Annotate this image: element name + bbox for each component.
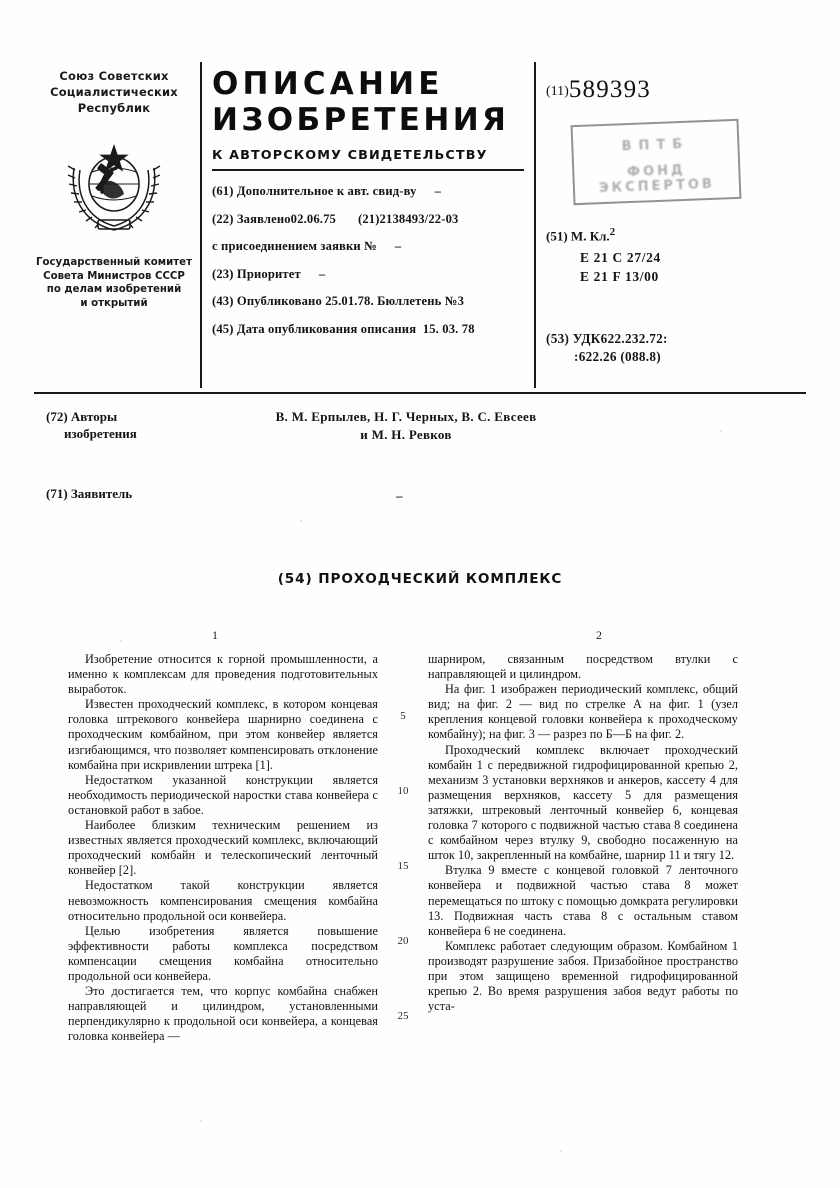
header-bottom-rule xyxy=(34,392,806,394)
line-number-25: 25 xyxy=(397,1010,409,1022)
line-number-15: 15 xyxy=(397,860,409,872)
udc-code: (53) xyxy=(546,331,570,346)
committee-line-4: и открытий xyxy=(80,297,148,309)
applicant-label: Заявитель xyxy=(70,486,133,501)
column-number-right: 2 xyxy=(596,628,602,642)
patent-header xyxy=(34,62,806,388)
authors-label xyxy=(46,408,196,442)
ipc-header xyxy=(546,226,661,244)
bib-row-45 xyxy=(212,322,528,337)
ipc-code: (51) xyxy=(546,228,568,244)
committee-line-1: Государственный комитет xyxy=(36,257,192,268)
bib-row-23 xyxy=(212,267,528,282)
authors-names xyxy=(206,408,606,444)
ipc-class-2: Е 21 F 13/00 xyxy=(580,269,659,285)
body-column-left xyxy=(68,652,378,1044)
udc-classification xyxy=(546,330,668,366)
ussr-coat-of-arms-icon xyxy=(66,130,162,238)
paragraph: Это достигается тем, что корпус комбайна снабжен направляющей и цилиндром, установленными перпендикулярно к продольной оси конвейера, а концевая головка конвейера — xyxy=(68,984,378,1044)
line-number-20: 20 xyxy=(397,935,409,947)
authors-code: (72) xyxy=(46,409,68,424)
ipc-classification xyxy=(546,226,661,286)
bib-22-text: (22) Заявлено02.06.75 xyxy=(212,211,336,226)
country-name-line-2: Социалистических xyxy=(50,85,178,99)
library-stamp-line-2: ФОНД ЭКСПЕРТОВ xyxy=(598,162,716,197)
udc-line-2: :622.26 (088.8) xyxy=(574,349,661,364)
invention-title: (54) ПРОХОДЧЕСКИЙ КОМПЛЕКС xyxy=(277,571,563,587)
ipc-edition: 2 xyxy=(609,226,616,238)
title-and-bibliography-column xyxy=(212,62,528,349)
applicant-code: (71) xyxy=(46,486,68,501)
bib-23-value: – xyxy=(318,266,326,281)
committee-line-3: по делам изобретений xyxy=(46,284,182,296)
bib-row-joined-application xyxy=(212,239,528,254)
bib-61-value: – xyxy=(434,184,442,198)
ipc-label: М. Кл. xyxy=(570,228,610,244)
paragraph: Наиболее близким техническим решением из известных является проходческий комплекс, включающий проходческий комбайн и телескопический ленточный конвейер [2]. xyxy=(68,818,378,878)
subtitle-underline xyxy=(212,169,524,171)
bib-61-text: (61) Дополнительное к авт. свид-ву xyxy=(212,184,417,198)
paragraph: Проходческий комплекс включает проходческий комбайн 1 с передвижной гидрофицированной крепью 2, механизм 3 установки верхняков и анкеров, кассету 4 для размещения верхняков, кассету 5 для размещения затяжки, штрековый ленточный конвейер 6, концевая головка 7 которого с подвижной частью става 8 соединена с комбайном через втулку 9, свободно посаженную на шток 10, закрепленный на комбайне, шарнир 11 и тягу 12. xyxy=(428,742,738,863)
paragraph: Изобретение относится к горной промышленности, а именно к комплексам для проведения подготовительных выработок. xyxy=(68,652,378,697)
library-stamp xyxy=(571,119,742,205)
patent-number-block xyxy=(546,76,806,104)
patent-number-code: (11) xyxy=(546,84,569,99)
document-title-line-1: ОПИСАНИЕ xyxy=(212,66,444,102)
column-number-left: 1 xyxy=(212,628,218,642)
committee-line-2: Совета Министров СССР xyxy=(43,270,185,282)
header-divider-left xyxy=(200,62,202,388)
number-and-classification-column xyxy=(546,62,806,364)
bib-row-43 xyxy=(212,294,528,309)
authors-names-line-1: В. М. Ерпылев, Н. Г. Черных, В. С. Евсеев xyxy=(275,409,537,424)
ipc-class-1: Е 21 С 27/24 xyxy=(580,250,661,266)
bib-joined-value: – xyxy=(394,239,402,253)
udc-value-1: 622.232.72: xyxy=(600,331,668,346)
library-stamp-line-1: ВПТБ xyxy=(621,136,690,155)
bib-45-date: 15. 03. 78 xyxy=(422,321,475,336)
country-name-line-1: Союз Советских xyxy=(59,69,169,83)
applicant-value: – xyxy=(396,488,403,503)
patent-number-value: 589393 xyxy=(568,76,652,103)
bibliography-block xyxy=(212,184,528,337)
authors-label-line-2: изобретения xyxy=(64,426,137,441)
document-title xyxy=(212,66,528,138)
body-column-right xyxy=(428,652,738,1014)
header-divider-right xyxy=(534,62,536,388)
bib-43-text: (43) Опубликовано 25.01.78. Бюллетень №3 xyxy=(212,294,465,308)
emblem-container xyxy=(34,130,194,238)
bib-row-22 xyxy=(212,212,528,227)
paragraph: Целью изобретения является повышение эффективности работы комплекса посредством компенсации смещения комбайна относительно продольной оси конвейера. xyxy=(68,923,378,983)
udc-line-1 xyxy=(546,330,668,348)
authors-names-line-2: и М. Н. Ревков xyxy=(360,427,452,442)
line-number-5: 5 xyxy=(400,710,406,722)
paragraph: Втулка 9 вместе с концевой головкой 7 ленточного конвейера и подвижной частью става 8 может перемещаться по штоку с помощью домкрата регулировки 13. Подвижная часть става 8 с остальным ставом конвейера 6 не соединена. xyxy=(428,863,738,938)
paragraph: Недостатком такой конструкции является невозможность компенсирования смещения комбайна относительно продольной оси конвейера. xyxy=(68,878,378,923)
applicant-block xyxy=(46,486,806,502)
state-committee-name xyxy=(34,256,194,310)
udc-label: УДК xyxy=(572,331,601,346)
paragraph: Комплекс работает следующим образом. Комбайном 1 производят разрушение забоя. Призабойное пространство при этом защищено временной гидрофицированной крепью 2. Во время разрушения забоя ведут работы по уста- xyxy=(428,938,738,1014)
paragraph: Недостатком указанной конструкции является необходимость периодической наростки става конвейера с остановкой работ в забое. xyxy=(68,772,378,817)
bib-21-text: (21)2138493/22-03 xyxy=(357,211,459,226)
paragraph: Известен проходческий комплекс, в котором концевая головка штрекового конвейера шарнирно соединена с проходческим комбайном, при этом конвейер является изгибающимся, что позволяет компенсировать отклонение комбайна при искривлении штрека [1]. xyxy=(68,697,378,772)
country-name xyxy=(34,68,194,116)
paragraph: На фиг. 1 изображен периодический комплекс, общий вид; на фиг. 2 — вид по стрелке А на фиг. 1 (узел крепления концевой головки конвейера к проходческому комбайну); на фиг. 3 — разрез по Б—Б на фиг. 2. xyxy=(428,682,738,742)
paragraph: шарниром, связанным посредством втулки с направляющей и цилиндром. xyxy=(428,652,738,682)
document-subtitle: К АВТОРСКОМУ СВИДЕТЕЛЬСТВУ xyxy=(212,148,488,163)
bib-23-text: (23) Приоритет xyxy=(212,266,301,281)
country-name-line-3: Республик xyxy=(77,101,151,115)
bib-45-text: (45) Дата опубликования описания xyxy=(212,321,417,336)
issuing-authority-column xyxy=(34,62,194,310)
line-number-10: 10 xyxy=(397,785,409,797)
bib-joined-text: с присоединением заявки № xyxy=(212,239,377,253)
authors-label-line-1: Авторы xyxy=(70,409,118,424)
bib-row-61 xyxy=(212,184,528,199)
document-title-line-2: ИЗОБРЕТЕНИЯ xyxy=(212,102,510,138)
